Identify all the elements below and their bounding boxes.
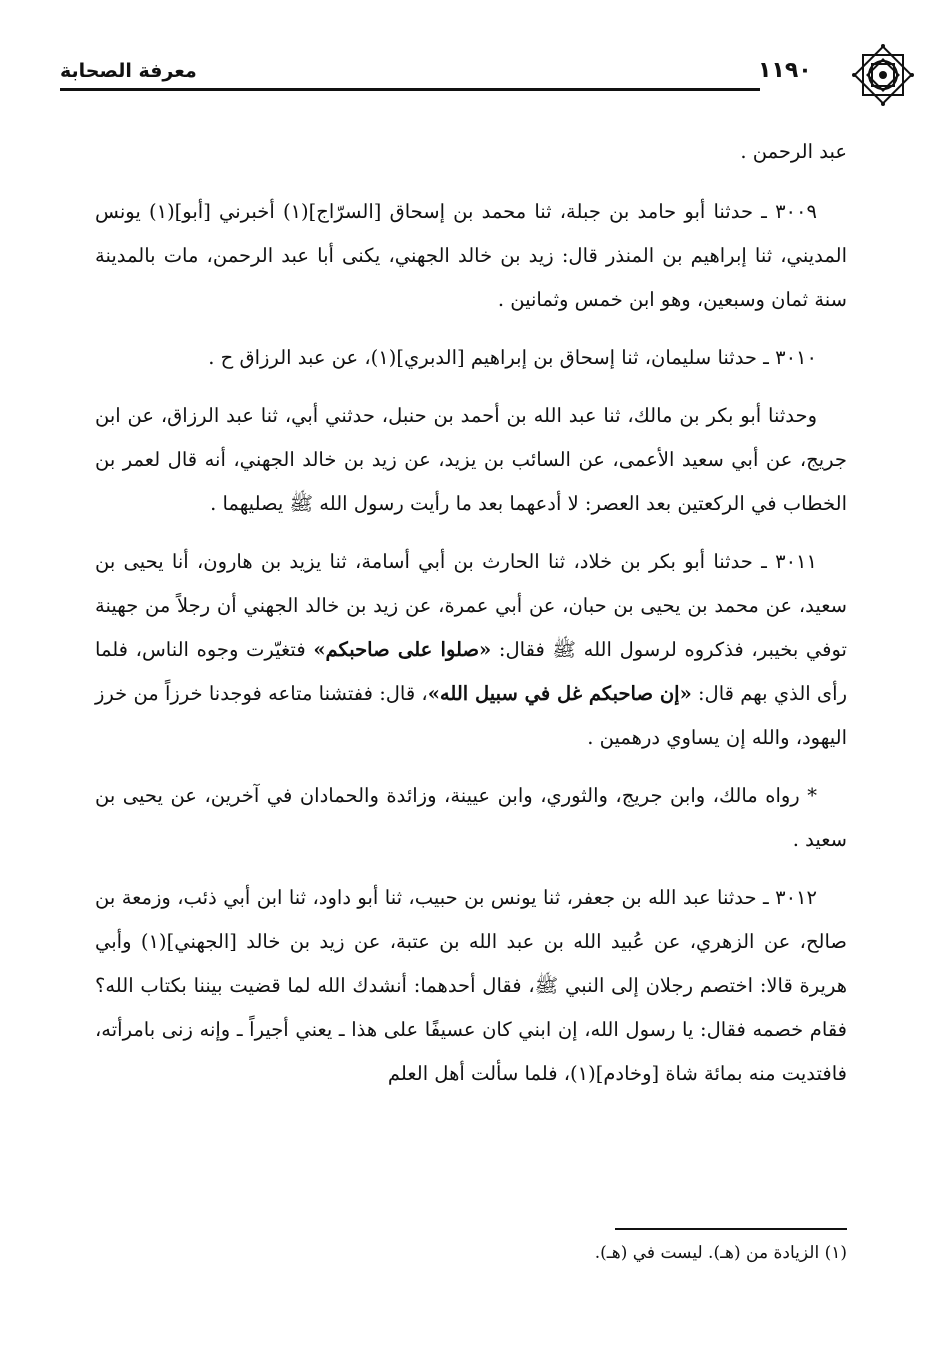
narration-note [95, 774, 847, 862]
footnote: (١) الزيادة من (هـ). ليست في (هـ). [594, 1243, 847, 1263]
running-title: معرفة الصحابة [60, 60, 197, 82]
hadith-3011-part2: فتغيّرت وجوه الناس، فلما رأى الذي بهم قال: [95, 638, 847, 705]
header-rule [60, 88, 760, 91]
page-header [60, 48, 890, 108]
hadith-3011-part3: ، قال: ففتشنا متاعه فوجدنا خرزاً من خرز اليهود، والله إن يساوي درهمين . [95, 682, 847, 749]
page-number: ١١٩٠ [758, 58, 812, 83]
prophet-quote-1: «صلوا على صاحبكم» [313, 638, 492, 661]
hadith-3012-text: ٣٠١٢ ـ حدثنا عبد الله بن جعفر، ثنا يونس بن حبيب، ثنا أبو داود، ثنا ابن أبي ذئب، وزمعة بن صالح، عن الزهري، عن عُبيد الله بن عبد الله بن عتبة، عن زيد بن خالد [الجهني](١) وأبي هريرة قالا: اختصم رجلان إلى النبي ﷺ، فقال أحدهما: أنشدك الله لما قضيت بيننا بكتاب الله؟ فقام خصمه فقال: يا رسول الله، إن ابني كان عسيفًا على هذا ـ يعني أجيراً ـ وإنه زنى بامرأته، فافتديت منه بمائة شاة [وخادم](١)، فلما سألت أهل العلم [95, 886, 847, 1085]
hadith-3010-chain [95, 394, 847, 526]
hadith-3012 [95, 876, 847, 1096]
prophet-quote-2: «إن صاحبكم غل في سبيل الله» [427, 682, 692, 705]
hadith-3011-part1: ٣٠١١ ـ حدثنا أبو بكر بن خلاد، ثنا الحارث بن أبي أسامة، ثنا يزيد بن هارون، أنا يحيى بن سعيد، عن محمد بن يحيى بن حبان، عن أبي عمرة، عن زيد بن خالد الجهني أن رجلاً من جهينة توفي بخيبر، فذكروه لرسول الله ﷺ فقال: [95, 550, 847, 661]
hadith-3010-text: ٣٠١٠ ـ حدثنا سليمان، ثنا إسحاق بن إبراهيم [الدبري](١)، عن عبد الرزاق ح . [208, 346, 817, 369]
hadith-3010 [95, 336, 847, 380]
paragraph-continuation: عبد الرحمن . [740, 140, 847, 163]
hadith-3009-text: ٣٠٠٩ ـ حدثنا أبو حامد بن جبلة، ثنا محمد بن إسحاق [السرّاج](١) أخبرني [أبو](١) يونس المديني، ثنا إبراهيم بن المنذر قال: زيد بن خالد الجهني، يكنى أبا عبد الرحمن، مات بالمدينة سنة ثمان وسبعين، وهو ابن خمس وثمانين . [95, 200, 847, 311]
footnote-rule [615, 1228, 847, 1230]
star-ornament-icon [848, 40, 918, 110]
narration-note-text: * رواه مالك، وابن جريج، والثوري، وابن عيينة، وزائدة والحمادان في آخرين، عن يحيى بن سعيد . [95, 784, 847, 851]
hadith-3011 [95, 540, 847, 760]
hadith-3009 [95, 190, 847, 322]
main-text [95, 130, 847, 1110]
hadith-3010-chain-text: وحدثنا أبو بكر بن مالك، ثنا عبد الله بن أحمد بن حنبل، حدثني أبي، ثنا عبد الرزاق، عن ابن جريج، عن أبي سعيد الأعمى، عن السائب بن يزيد، عن زيد بن خالد الجهني، أنه قال لعمر بن الخطاب في الركعتين بعد العصر: لا أدعهما بعد ما رأيت رسول الله ﷺ يصليهما . [95, 404, 847, 515]
